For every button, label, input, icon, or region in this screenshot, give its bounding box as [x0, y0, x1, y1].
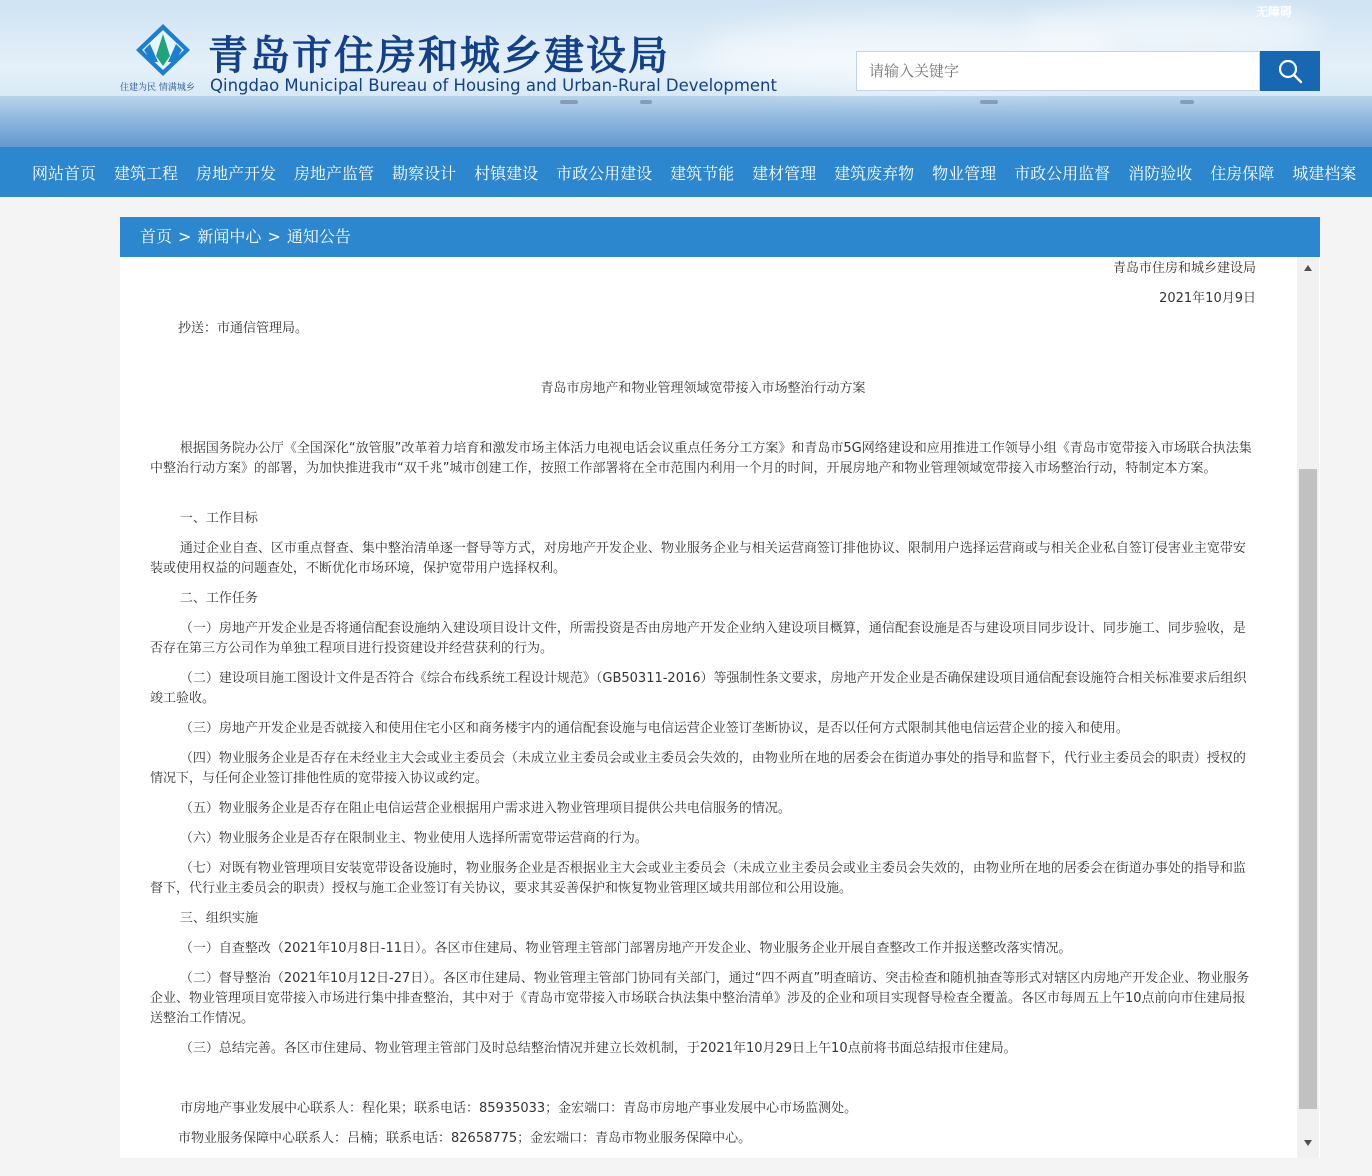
section-heading: 一、工作目标	[179, 511, 258, 526]
task-item: （二）建设项目施工图设计文件是否符合《综合布线系统工程设计规范》（GB50311-2016）等强制性条文要求，房地产开发企业是否确保建设项目通信配套设施符合相关标准要求后组织竣工验收。	[150, 671, 1247, 706]
site-title-en: Qingdao Municipal Bureau of Housing and Urban-Rural Development	[210, 76, 777, 95]
article-scrollbar[interactable]	[1297, 257, 1319, 1158]
task-item: （六）物业服务企业是否存在限制业主、物业使用人选择所需宽带运营商的行为。	[179, 831, 648, 846]
logo-emblem-icon	[134, 22, 192, 78]
search-input[interactable]	[856, 51, 1260, 91]
task-item: （三）房地产开发企业是否就接入和使用住宅小区和商务楼宇内的通信配套设施与电信运营企业签订垄断协议，是否以任何方式限制其他电信运营企业的接入和使用。	[179, 721, 1129, 736]
task-item: （五）物业服务企业是否存在阻止电信运营企业根据用户需求进入物业管理项目提供公共电信服务的情况。	[179, 801, 791, 816]
header-ship	[980, 100, 998, 104]
contact-line: 市房地产事业发展中心联系人：程化果；联系电话：85935033；金宏端口：青岛市房地产事业发展中心市场监测处。	[180, 1101, 858, 1116]
header-sea-background	[0, 96, 1372, 147]
intro-paragraph: 根据国务院办公厅《全国深化“放管服”改革着力培育和激发市场主体活力电视电话会议重点任务分工方案》和青岛市5G网络建设和应用推进工作领导小组《青岛市宽带接入市场联合执法集中整治行动方案》的部署，为加快推进我市“双千兆”城市创建工作，按照工作部署将在全市范围内利用一个月的时间，开展房地产和物业管理领域宽带接入市场整治行动，特制定本方案。	[150, 441, 1252, 476]
nav-item-housing-security[interactable]: 住房保障	[1210, 163, 1275, 183]
task-item: （一）房地产开发企业是否将通信配套设施纳入建设项目设计文件，所需投资是否由房地产开发企业纳入建设项目概算，通信配套设施是否与建设项目同步设计、同步施工、同步验收，是否存在第三方公司作为单独工程项目进行投资建设并经营获利的行为。	[150, 621, 1246, 656]
header-ship	[560, 100, 578, 104]
task-item: （四）物业服务企业是否存在未经业主大会或业主委员会（未成立业主委员会或业主委员会失效的，由物业所在地的居委会在街道办事处的指导和监督下，代行业主委员会的职责）授权的情况下，与任何企业签订排他性质的宽带接入协议或约定。	[150, 751, 1246, 786]
nav-item-home[interactable]: 网站首页	[32, 163, 97, 183]
breadcrumb-home[interactable]: 首页	[140, 227, 173, 246]
accessibility-link[interactable]: 无障碍	[1256, 5, 1293, 19]
nav-item-fire-acceptance[interactable]: 消防验收	[1128, 163, 1193, 183]
nav-item-real-estate-dev[interactable]: 房地产开发	[196, 163, 277, 183]
header-ship	[1180, 100, 1194, 104]
nav-item-real-estate-supervision[interactable]: 房地产监管	[294, 163, 375, 183]
article-body	[150, 257, 1260, 1158]
nav-item-building-materials[interactable]: 建材管理	[752, 163, 817, 183]
site-header	[0, 0, 1372, 147]
nav-item-construction[interactable]: 建筑工程	[114, 163, 179, 183]
breadcrumb-news-center[interactable]: 新闻中心	[197, 227, 262, 246]
step-item: （三）总结完善。各区市住建局、物业管理主管部门及时总结整治情况并建立长效机制，于2021年10月29日上午10点前将书面总结报市住建局。	[179, 1041, 1017, 1056]
nav-item-municipal-supervision[interactable]: 市政公用监督	[1014, 163, 1111, 183]
nav-item-municipal-construction[interactable]: 市政公用建设	[556, 163, 653, 183]
nav-item-construction-waste[interactable]: 建筑废弃物	[834, 163, 915, 183]
cc-line: 抄送：市通信管理局。	[178, 321, 309, 336]
breadcrumb-notices[interactable]: 通知公告	[286, 227, 351, 246]
search-button[interactable]	[1260, 51, 1320, 91]
nav-item-energy-saving[interactable]: 建筑节能	[670, 163, 735, 183]
site-title-cn: 青岛市住房和城乡建设局	[208, 33, 670, 79]
main-nav	[0, 147, 1372, 197]
section-heading: 三、组织实施	[179, 911, 258, 926]
signature-org: 青岛市住房和城乡建设局	[1112, 261, 1256, 276]
scroll-down-icon[interactable]	[1297, 1132, 1319, 1154]
step-item: （二）督导整治（2021年10月12日-27日）。各区市住建局、物业管理主管部门协同有关部门，通过“四不两直”明查暗访、突击检查和随机抽查等形式对辖区内房地产开发企业、物业服务企业、物业管理项目宽带接入市场进行集中排查整治，其中对于《青岛市宽带接入市场联合执法集中整治清单》涉及的企业和项目实现督导检查全覆盖。各区市每周五上午10点前向市住建局报送整治工作情况。	[150, 971, 1250, 1026]
contact-line: 市物业服务保障中心联系人：吕楠；联系电话：82658775；金宏端口：青岛市物业服务保障中心。	[178, 1131, 752, 1146]
header-ship	[640, 100, 652, 104]
document-title: 青岛市房地产和物业管理领域宽带接入市场整治行动方案	[540, 381, 866, 396]
breadcrumb-separator: >	[178, 227, 192, 246]
scroll-up-icon[interactable]	[1297, 257, 1319, 279]
nav-item-survey-design[interactable]: 勘察设计	[392, 163, 457, 183]
paragraph: 通过企业自查、区市重点督查、集中整治清单逐一督导等方式，对房地产开发企业、物业服务企业与相关运营商签订排他协议、限制用户选择运营商或与相关企业私自签订侵害业主宽带安装或使用权益的问题查处，不断优化市场环境，保护宽带用户选择权利。	[150, 541, 1246, 576]
nav-item-village-town[interactable]: 村镇建设	[474, 163, 539, 183]
logo-slogan: 住建为民 情满城乡	[120, 83, 195, 93]
breadcrumb	[120, 217, 1320, 257]
section-heading: 二、工作任务	[179, 591, 258, 606]
nav-item-property-management[interactable]: 物业管理	[932, 163, 997, 183]
signature-date: 2021年10月9日	[1159, 291, 1256, 306]
step-item: （一）自查整改（2021年10月8日-11日）。各区市住建局、物业管理主管部门部署房地产开发企业、物业服务企业开展自查整改工作并报送整改落实情况。	[179, 941, 1072, 956]
task-item: （七）对既有物业管理项目安装宽带设备设施时，物业服务企业是否根据业主大会或业主委员会（未成立业主委员会或业主委员会失效的，由物业所在地的居委会在街道办事处的指导和监督下，代行业主委员会的职责）授权与施工企业签订有关协议，要求其妥善保护和恢复物业管理区域共用部位和公用设施。	[150, 861, 1246, 896]
bureau-logo-icon[interactable]	[120, 22, 206, 100]
breadcrumb-separator: >	[267, 227, 281, 246]
magnifier-icon	[1277, 58, 1303, 84]
nav-item-urban-archives[interactable]: 城建档案	[1292, 163, 1357, 183]
content-panel	[120, 217, 1320, 1158]
scroll-thumb[interactable]	[1299, 469, 1317, 1109]
